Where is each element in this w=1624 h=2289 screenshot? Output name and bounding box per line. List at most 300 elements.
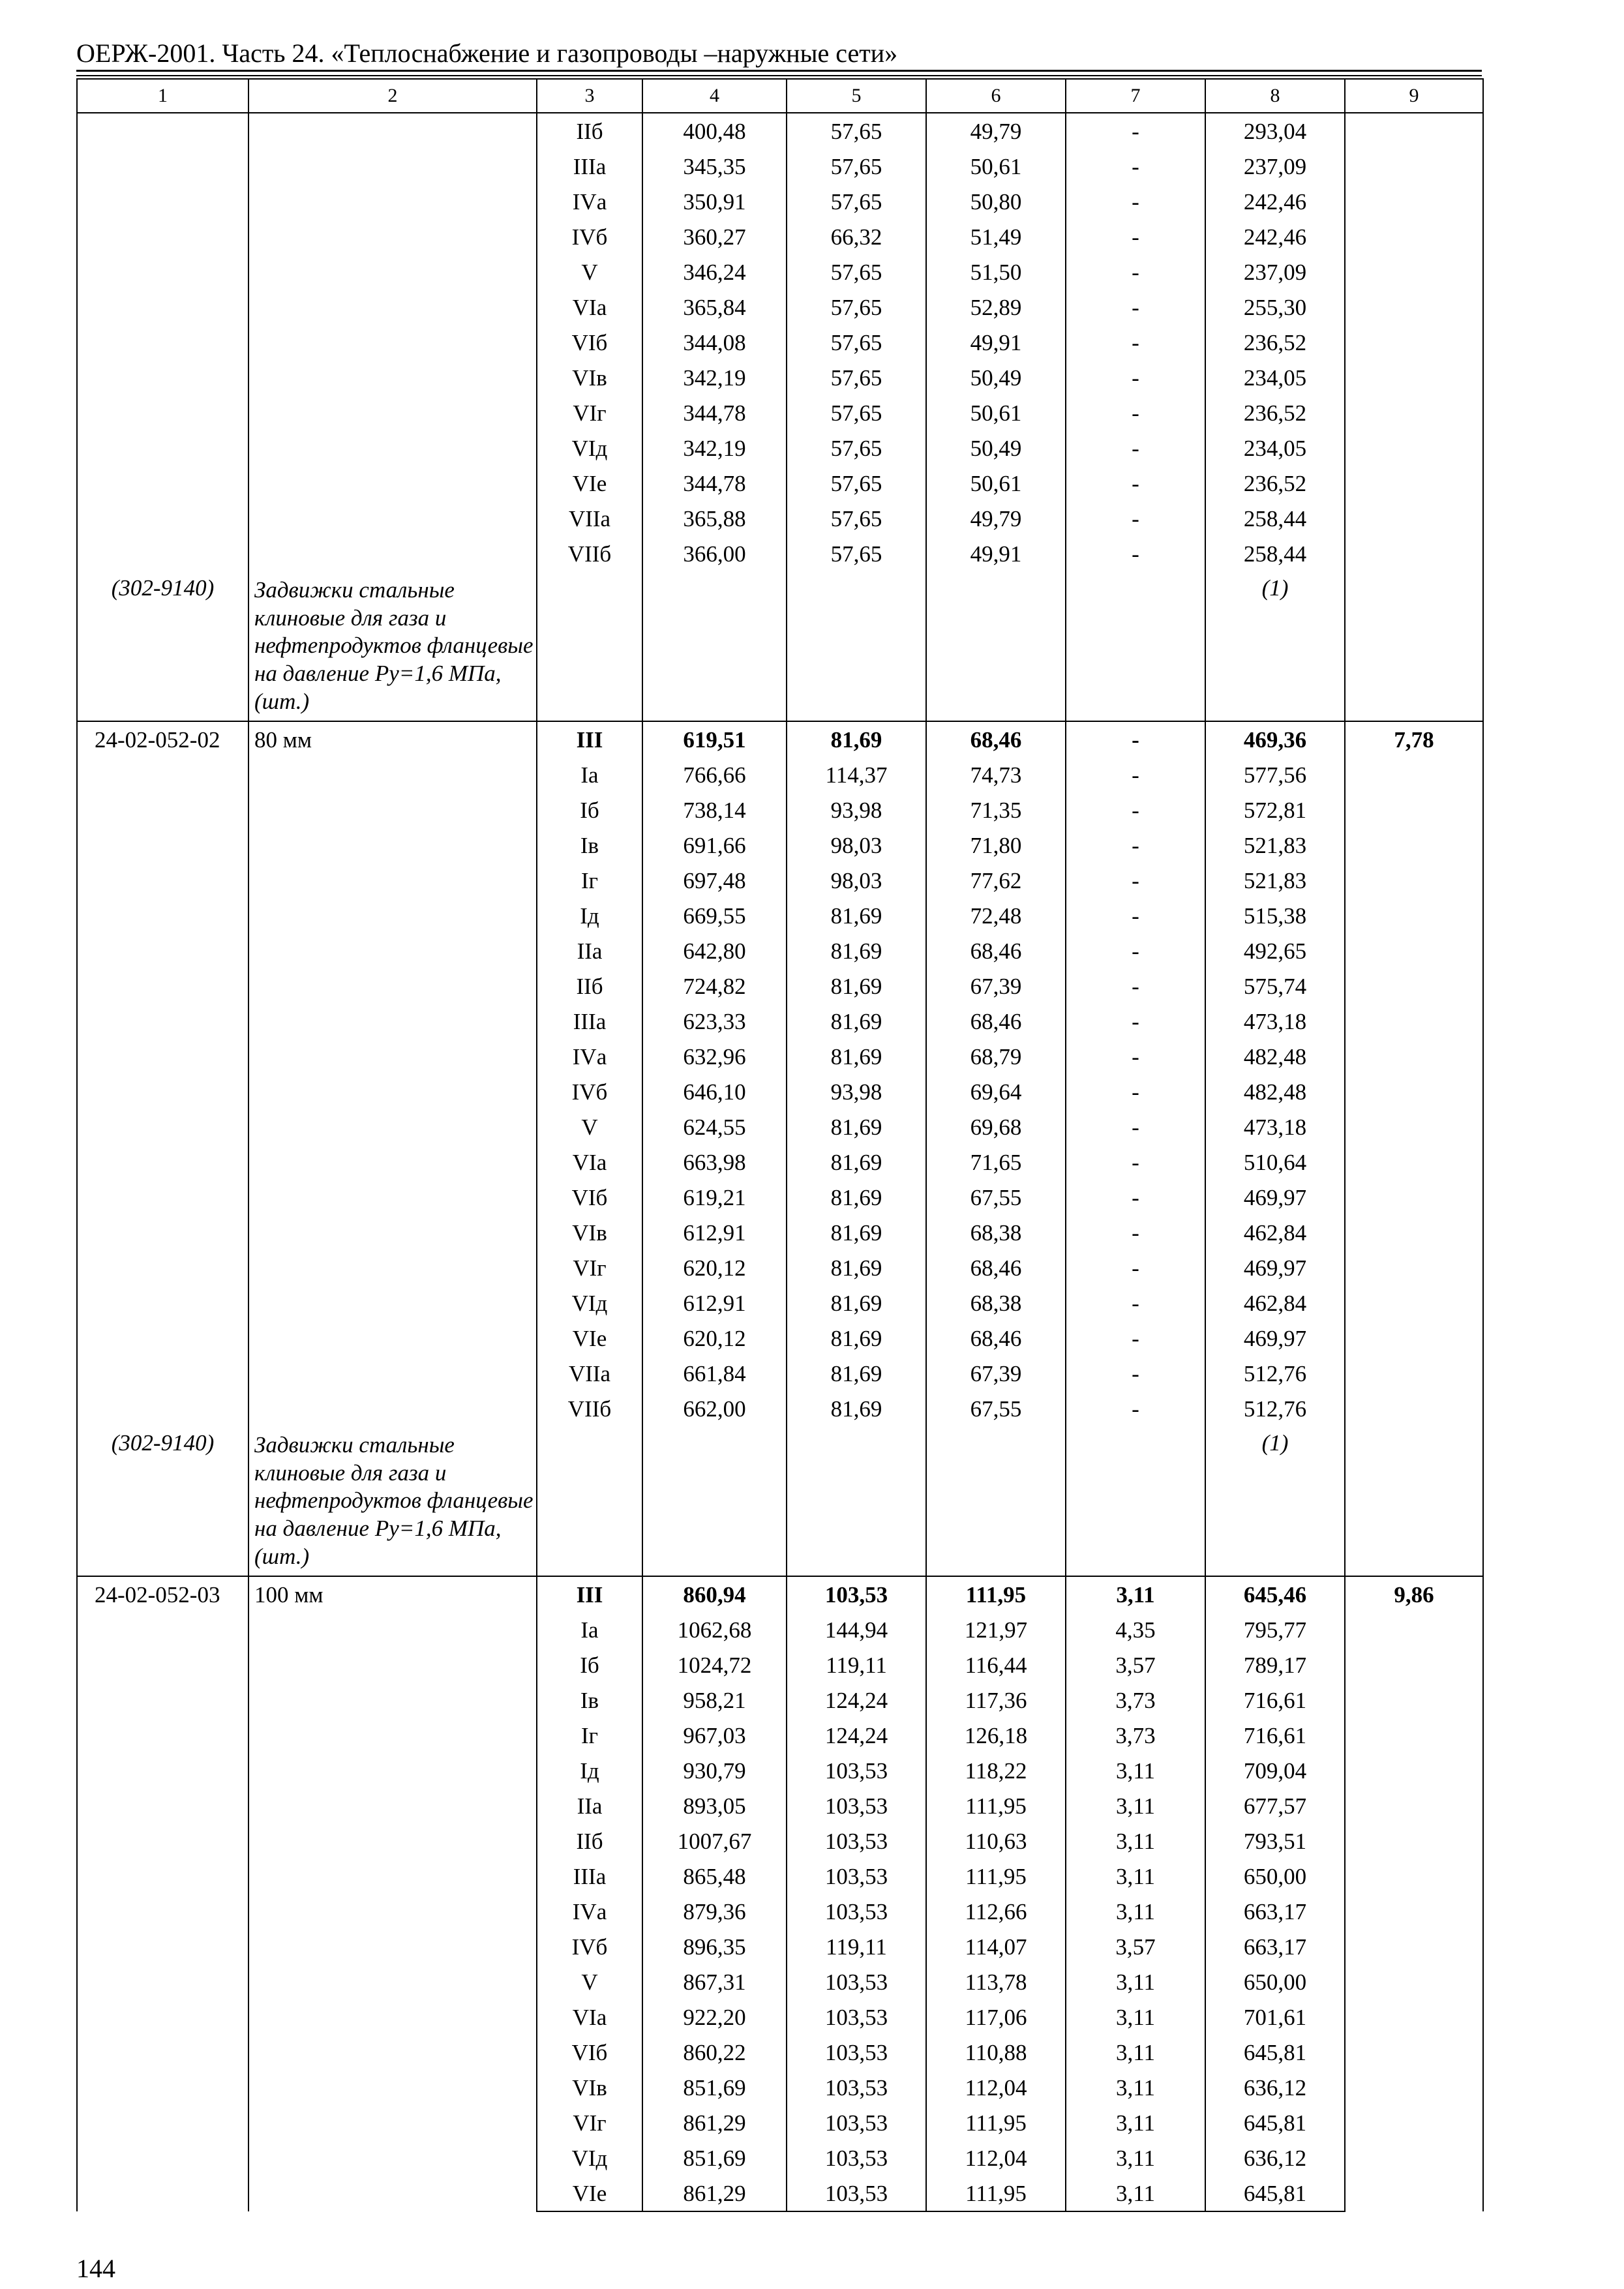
data-cell: 716,61 [1205,1718,1345,1753]
data-cell: IVа [537,184,642,219]
data-cell: 111,95 [926,1788,1066,1823]
data-cell: 967,03 [642,1718,787,1753]
note-qty: (1) [1205,1426,1345,1576]
data-cell: 49,79 [926,501,1066,536]
data-cell: 236,52 [1205,466,1345,501]
data-cell: 126,18 [926,1718,1066,1753]
header-rule [76,70,1482,72]
note-row [77,571,1483,721]
data-cell: 68,79 [926,1039,1066,1074]
data-cell: - [1066,219,1205,254]
table-row [77,721,1483,757]
data-cell: VIд [537,2140,642,2176]
data-cell: 462,84 [1205,1285,1345,1321]
data-cell: 636,12 [1205,2070,1345,2105]
data-cell: 236,52 [1205,325,1345,360]
data-cell: - [1066,721,1205,757]
data-cell: 103,53 [787,1999,926,2035]
data-cell: 691,66 [642,828,787,863]
data-cell: 620,12 [642,1321,787,1356]
data-cell: 71,35 [926,792,1066,828]
data-cell: 3,11 [1066,1859,1205,1894]
data-cell: IIа [537,933,642,968]
data-cell: 572,81 [1205,792,1345,828]
data-cell: 793,51 [1205,1823,1345,1859]
data-cell: IVа [537,1039,642,1074]
empty-cell [1345,571,1483,721]
data-cell: 110,63 [926,1823,1066,1859]
data-cell: VIв [537,360,642,395]
data-cell: 72,48 [926,898,1066,933]
data-cell: IIIа [537,1859,642,1894]
column-numbers-row [77,79,1483,113]
data-cell: 255,30 [1205,290,1345,325]
data-cell: Iд [537,898,642,933]
data-cell: 3,57 [1066,1647,1205,1683]
data-cell: - [1066,1039,1205,1074]
column-number: 5 [787,79,926,113]
data-cell: VIг [537,395,642,430]
data-cell: 103,53 [787,2105,926,2140]
empty-cell [926,571,1066,721]
data-cell: 81,69 [787,1144,926,1180]
data-cell: 663,17 [1205,1894,1345,1929]
data-cell: 697,48 [642,863,787,898]
data-cell: 632,96 [642,1039,787,1074]
data-cell: III [537,721,642,757]
data-cell: 52,89 [926,290,1066,325]
data-cell: - [1066,863,1205,898]
data-cell: 512,76 [1205,1391,1345,1426]
column-number: 2 [248,79,537,113]
data-cell: 3,11 [1066,1788,1205,1823]
data-cell: IIб [537,113,642,149]
data-cell: Iв [537,1683,642,1718]
data-cell: 68,46 [926,1321,1066,1356]
data-cell: - [1066,1004,1205,1039]
data-cell: 795,77 [1205,1612,1345,1647]
row-name [248,113,537,571]
data-cell: VIг [537,1250,642,1285]
data-cell: 81,69 [787,1250,926,1285]
data-cell: 103,53 [787,1788,926,1823]
data-cell: 111,95 [926,2105,1066,2140]
row-code: 24-02-052-03 [77,1576,248,2211]
data-cell: III [537,1576,642,1612]
data-cell: 958,21 [642,1683,787,1718]
data-cell: 81,69 [787,1215,926,1250]
data-cell: 118,22 [926,1753,1066,1788]
empty-cell [787,571,926,721]
data-cell: - [1066,395,1205,430]
data-cell: 645,81 [1205,2105,1345,2140]
note-name: Задвижки стальные клиновые для газа и нефтепродуктов фланцевые на давление Ру=1,6 МПа, (шт.) [248,571,537,721]
data-cell: 1024,72 [642,1647,787,1683]
data-cell: 861,29 [642,2105,787,2140]
data-cell: IVб [537,1074,642,1109]
data-cell: - [1066,430,1205,466]
data-cell: 93,98 [787,1074,926,1109]
data-cell: 860,94 [642,1576,787,1612]
column-number: 3 [537,79,642,113]
data-cell: 3,11 [1066,1894,1205,1929]
data-cell: 103,53 [787,2176,926,2211]
data-cell: - [1066,968,1205,1004]
data-cell: - [1066,254,1205,290]
data-cell: - [1066,1109,1205,1144]
data-cell: - [1066,466,1205,501]
data-cell: 930,79 [642,1753,787,1788]
data-cell: 3,73 [1066,1683,1205,1718]
data-cell: 293,04 [1205,113,1345,149]
data-cell: 512,76 [1205,1356,1345,1391]
table-body [77,79,1483,2211]
data-cell: 124,24 [787,1683,926,1718]
data-cell: VIа [537,1999,642,2035]
data-cell: 3,11 [1066,2176,1205,2211]
page-header: ОЕРЖ-2001. Часть 24. «Теплоснабжение и газопроводы –наружные сети» [76,38,898,68]
data-cell: 237,09 [1205,149,1345,184]
data-cell: - [1066,1180,1205,1215]
empty-cell [537,571,642,721]
data-cell: 57,65 [787,536,926,571]
data-cell: IIIа [537,149,642,184]
note-row [77,1426,1483,1576]
data-cell: 67,39 [926,968,1066,1004]
data-cell: 3,57 [1066,1929,1205,1964]
data-cell: 81,69 [787,898,926,933]
data-cell: IIб [537,1823,642,1859]
data-cell: 1062,68 [642,1612,787,1647]
coef-cell [1345,113,1483,571]
data-cell: 113,78 [926,1964,1066,1999]
data-cell: 119,11 [787,1929,926,1964]
data-cell: 258,44 [1205,501,1345,536]
data-cell: 492,65 [1205,933,1345,968]
data-cell: 645,46 [1205,1576,1345,1612]
note-qty: (1) [1205,571,1345,721]
data-cell: 68,46 [926,721,1066,757]
data-cell: - [1066,113,1205,149]
data-cell: 469,97 [1205,1250,1345,1285]
data-cell: IVб [537,1929,642,1964]
data-cell: 68,38 [926,1285,1066,1321]
data-cell: 57,65 [787,290,926,325]
table-row [77,1576,1483,1612]
data-cell: 57,65 [787,184,926,219]
data-cell: 716,61 [1205,1683,1345,1718]
data-cell: VIб [537,1180,642,1215]
coef-cell: 9,86 [1345,1576,1483,2211]
data-cell: - [1066,1144,1205,1180]
data-cell: 111,95 [926,1859,1066,1894]
data-cell: IIб [537,968,642,1004]
data-cell: 709,04 [1205,1753,1345,1788]
data-cell: Iб [537,1647,642,1683]
data-cell: 612,91 [642,1215,787,1250]
data-cell: - [1066,1074,1205,1109]
data-cell: 365,84 [642,290,787,325]
data-cell: 3,11 [1066,2035,1205,2070]
data-cell: 57,65 [787,149,926,184]
data-cell: 98,03 [787,828,926,863]
data-cell: 50,49 [926,360,1066,395]
data-cell: 3,11 [1066,1999,1205,2035]
data-cell: 67,39 [926,1356,1066,1391]
data-cell: 3,73 [1066,1718,1205,1753]
data-cell: 111,95 [926,1576,1066,1612]
data-cell: 645,81 [1205,2035,1345,2070]
data-cell: 71,80 [926,828,1066,863]
data-cell: 67,55 [926,1391,1066,1426]
data-cell: 50,49 [926,430,1066,466]
data-cell: 663,17 [1205,1929,1345,1964]
data-cell: 50,61 [926,395,1066,430]
data-cell: 3,11 [1066,2070,1205,2105]
data-cell: 344,78 [642,466,787,501]
rates-table [76,78,1484,2212]
data-cell: 50,61 [926,149,1066,184]
data-cell: - [1066,1321,1205,1356]
data-cell: V [537,254,642,290]
row-name: 100 мм [248,1576,537,2211]
data-cell: 57,65 [787,501,926,536]
column-number: 4 [642,79,787,113]
data-cell: 57,65 [787,430,926,466]
data-cell: - [1066,325,1205,360]
data-cell: 117,06 [926,1999,1066,2035]
data-cell: 510,64 [1205,1144,1345,1180]
column-number: 6 [926,79,1066,113]
data-cell: 57,65 [787,113,926,149]
data-cell: 350,91 [642,184,787,219]
data-cell: 521,83 [1205,828,1345,863]
data-cell: VIIа [537,501,642,536]
data-cell: 71,65 [926,1144,1066,1180]
data-cell: 738,14 [642,792,787,828]
data-cell: VIа [537,1144,642,1180]
data-cell: 789,17 [1205,1647,1345,1683]
coef-cell: 7,78 [1345,721,1483,1426]
data-cell: 49,91 [926,325,1066,360]
row-code [77,113,248,571]
note-name: Задвижки стальные клиновые для газа и нефтепродуктов фланцевые на давление Ру=1,6 МПа, (шт.) [248,1426,537,1576]
data-cell: - [1066,360,1205,395]
data-cell: 342,19 [642,360,787,395]
empty-cell [926,1426,1066,1576]
row-code: 24-02-052-02 [77,721,248,1426]
data-cell: Iв [537,828,642,863]
data-cell: 69,68 [926,1109,1066,1144]
data-cell: 346,24 [642,254,787,290]
data-cell: 67,55 [926,1180,1066,1215]
data-cell: 861,29 [642,2176,787,2211]
data-cell: 642,80 [642,933,787,968]
data-cell: 114,07 [926,1929,1066,1964]
data-cell: VIIб [537,536,642,571]
data-cell: 81,69 [787,1356,926,1391]
data-cell: - [1066,1215,1205,1250]
column-number: 9 [1345,79,1483,113]
data-cell: 116,44 [926,1647,1066,1683]
data-cell: 112,66 [926,1894,1066,1929]
data-cell: 103,53 [787,1576,926,1612]
data-cell: 69,64 [926,1074,1066,1109]
data-cell: 462,84 [1205,1215,1345,1250]
data-cell: 365,88 [642,501,787,536]
data-cell: 4,35 [1066,1612,1205,1647]
data-cell: VIд [537,1285,642,1321]
data-cell: 68,46 [926,933,1066,968]
data-cell: VIг [537,2105,642,2140]
data-cell: IIа [537,1788,642,1823]
data-cell: 103,53 [787,1894,926,1929]
data-cell: VIв [537,1215,642,1250]
data-cell: - [1066,149,1205,184]
data-cell: 77,62 [926,863,1066,898]
data-cell: 57,65 [787,254,926,290]
data-cell: 766,66 [642,757,787,792]
data-cell: 851,69 [642,2140,787,2176]
data-cell: 103,53 [787,2140,926,2176]
data-cell: 662,00 [642,1391,787,1426]
data-cell: - [1066,898,1205,933]
empty-cell [1345,1426,1483,1576]
data-cell: 81,69 [787,1321,926,1356]
empty-cell [787,1426,926,1576]
data-cell: 865,48 [642,1859,787,1894]
column-number: 8 [1205,79,1345,113]
page-number: 144 [76,2254,115,2283]
data-cell: Iа [537,757,642,792]
data-cell: - [1066,792,1205,828]
data-cell: - [1066,290,1205,325]
data-cell: 117,36 [926,1683,1066,1718]
data-cell: - [1066,536,1205,571]
data-cell: - [1066,1285,1205,1321]
data-cell: VIе [537,466,642,501]
data-cell: - [1066,1356,1205,1391]
data-cell: 81,69 [787,1039,926,1074]
data-cell: 110,88 [926,2035,1066,2070]
data-cell: 57,65 [787,360,926,395]
data-cell: 400,48 [642,113,787,149]
data-cell: VIIб [537,1391,642,1426]
data-cell: 677,57 [1205,1788,1345,1823]
data-cell: VIв [537,2070,642,2105]
data-cell: 119,11 [787,1647,926,1683]
data-cell: VIе [537,1321,642,1356]
empty-cell [537,1426,642,1576]
data-cell: - [1066,828,1205,863]
data-cell: 663,98 [642,1144,787,1180]
data-cell: 81,69 [787,1180,926,1215]
data-cell: 81,69 [787,1285,926,1321]
data-cell: 619,51 [642,721,787,757]
data-cell: 111,95 [926,2176,1066,2211]
data-cell: 237,09 [1205,254,1345,290]
data-cell: 3,11 [1066,2140,1205,2176]
data-cell: 3,11 [1066,1576,1205,1612]
data-cell: 469,97 [1205,1321,1345,1356]
data-cell: - [1066,1250,1205,1285]
data-cell: 3,11 [1066,1753,1205,1788]
data-cell: - [1066,757,1205,792]
data-cell: 112,04 [926,2070,1066,2105]
data-cell: 851,69 [642,2070,787,2105]
data-cell: 114,37 [787,757,926,792]
data-cell: 242,46 [1205,219,1345,254]
data-cell: 624,55 [642,1109,787,1144]
data-cell: 669,55 [642,898,787,933]
data-cell: 473,18 [1205,1004,1345,1039]
data-cell: 74,73 [926,757,1066,792]
data-cell: 234,05 [1205,360,1345,395]
data-cell: IVб [537,219,642,254]
data-cell: 103,53 [787,1823,926,1859]
data-cell: 93,98 [787,792,926,828]
header-rule-thin [76,75,1482,76]
data-cell: 49,91 [926,536,1066,571]
data-cell: 366,00 [642,536,787,571]
data-cell: 619,21 [642,1180,787,1215]
data-cell: 50,61 [926,466,1066,501]
data-cell: 645,81 [1205,2176,1345,2211]
data-cell: 344,78 [642,395,787,430]
data-cell: - [1066,933,1205,968]
data-cell: 575,74 [1205,968,1345,1004]
data-cell: VIб [537,2035,642,2070]
data-cell: 66,32 [787,219,926,254]
table-row [77,113,1483,149]
data-cell: 469,97 [1205,1180,1345,1215]
data-cell: VIд [537,430,642,466]
data-cell: 473,18 [1205,1109,1345,1144]
data-cell: VIа [537,290,642,325]
data-cell: 612,91 [642,1285,787,1321]
data-cell: 81,69 [787,1391,926,1426]
data-cell: Iа [537,1612,642,1647]
data-cell: 860,22 [642,2035,787,2070]
data-cell: 112,04 [926,2140,1066,2176]
data-cell: 103,53 [787,1964,926,1999]
data-cell: 234,05 [1205,430,1345,466]
data-cell: 81,69 [787,968,926,1004]
data-cell: 3,11 [1066,1964,1205,1999]
data-cell: 521,83 [1205,863,1345,898]
data-cell: Iг [537,1718,642,1753]
data-cell: 50,80 [926,184,1066,219]
data-cell: 623,33 [642,1004,787,1039]
data-cell: 258,44 [1205,536,1345,571]
empty-cell [642,1426,787,1576]
data-cell: IVа [537,1894,642,1929]
data-cell: 342,19 [642,430,787,466]
data-cell: 81,69 [787,1004,926,1039]
data-cell: 724,82 [642,968,787,1004]
data-cell: - [1066,501,1205,536]
data-cell: 650,00 [1205,1964,1345,1999]
row-name: 80 мм [248,721,537,1426]
data-cell: V [537,1964,642,1999]
data-cell: 620,12 [642,1250,787,1285]
data-cell: VIе [537,2176,642,2211]
data-cell: 242,46 [1205,184,1345,219]
data-cell: 3,11 [1066,1823,1205,1859]
data-cell: 360,27 [642,219,787,254]
data-cell: 103,53 [787,2035,926,2070]
data-cell: - [1066,184,1205,219]
